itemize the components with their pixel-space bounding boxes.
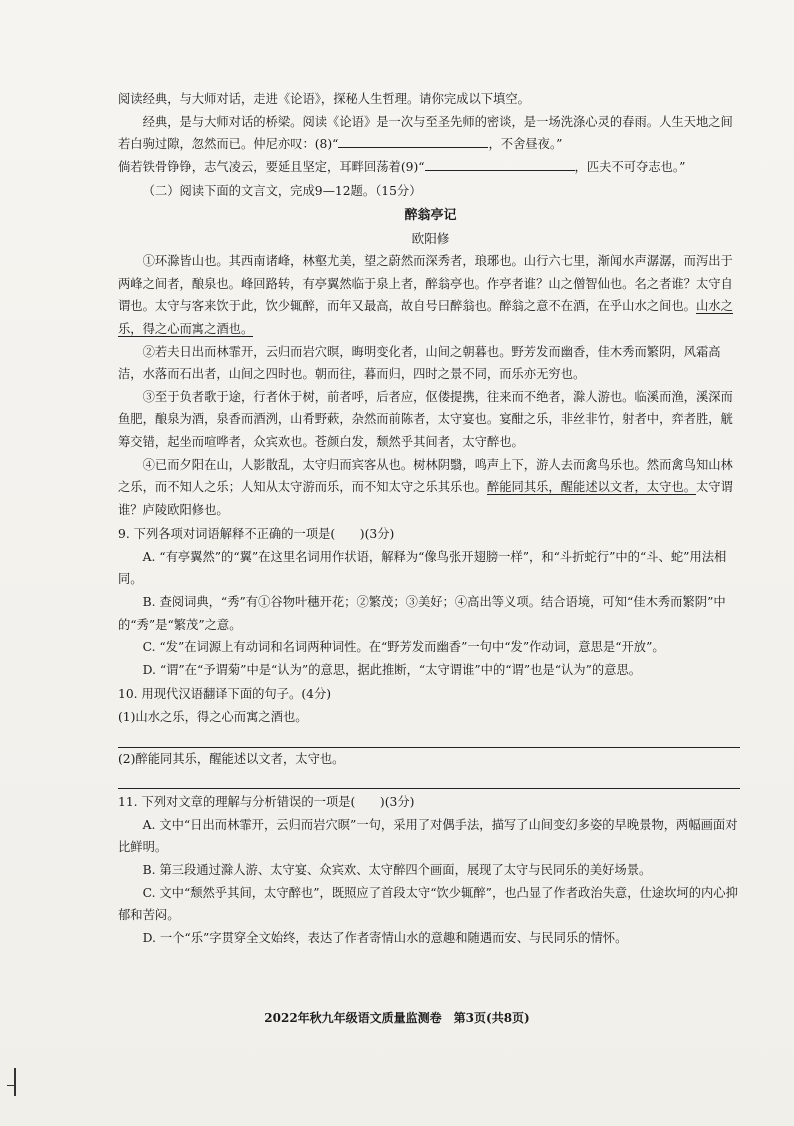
question-9-option-c: C. “发”在词源上有动词和名词两种词性。在“野芳发而幽香”一句中“发”作动词，意思是“开放”。	[142, 640, 665, 655]
scan-mark-tick	[7, 1085, 15, 1086]
section-heading: （二）阅读下面的文言文，完成9—12题。（15分）	[142, 184, 422, 199]
question-10-item-2: (2)醉能同其乐，醒能述以文者，太守也。	[118, 751, 345, 766]
answer-line-1[interactable]	[118, 729, 740, 748]
intro-text-8: 经典，是与大师对话的桥梁。阅读《论语》是一次与至圣先师的密谈，是一场洗涤心灵的春雨。人生天地之间若白驹过隙，忽然而已。仲尼亦叹：(8)“	[118, 114, 733, 152]
page-content	[118, 88, 743, 949]
blank-8[interactable]	[338, 133, 488, 148]
para1-text: ①环滁皆山也。其西南诸峰，林壑尤美，望之蔚然而深秀者，琅琊也。山行六七里，渐闻水声潺潺，而泻出于两峰之间者，酿泉也。峰回路转，有亭翼然临于泉上者，醉翁亭也。作亭者谁？山之僧智仙也。名之者谁？太守自谓也。太守与客来饮于此，饮少辄醉，而年又最高，故自号曰醉翁也。醉翁之意不在酒，在乎山水之间也。	[118, 254, 733, 314]
page-footer: 2022年秋九年级语文质量监测卷 第3页(共8页)	[264, 1011, 530, 1025]
question-9: 9. 下列各项对词语解释不正确的一项是( )(3分)	[118, 527, 395, 542]
question-9-option-b: B. 查阅词典，“秀”有①谷物叶穗开花；②繁茂；③美好；④高出等义项。结合语境，可知“佳木秀而繁阴”中的“秀”是“繁茂”之意。	[118, 595, 726, 632]
question-11: 11. 下列对文章的理解与分析错误的一项是( )(3分)	[118, 795, 415, 810]
para4-underlined-1: 醉能同其乐，	[486, 480, 561, 495]
question-11-option-d: D. 一个“乐”字贯穿全文始终，表达了作者寄情山水的意趣和随遇而安、与民同乐的情怀。	[142, 930, 628, 945]
intro-text-9: 倘若铁骨铮铮，志气凌云，要延且坚定，耳畔回荡着(9)“	[118, 159, 425, 174]
question-10: 10. 用现代汉语翻译下面的句子。(4分)	[118, 687, 332, 702]
para4-underlined-2: 醒能述以文者，太守也。	[560, 480, 696, 495]
essay-title: 醉翁亭记	[404, 207, 457, 223]
question-9-option-a: A. “有亭翼然”的“翼”在这里名词用作状语，解释为“像鸟张开翅膀一样”，和“斗折蛇行”中的“斗、蛇”用法相同。	[118, 549, 727, 587]
question-11-option-a: A. 文中“日出而林霏开，云归而岩穴暝”一句，采用了对偶手法，描写了山间变幻多姿的早晚景物，两幅画面对比鲜明。	[118, 817, 738, 855]
question-11-option-c: C. 文中“颓然乎其间，太守醉也”，既照应了首段太守“饮少辄醉”，也凸显了作者政治失意，仕途坎坷的内心抑郁和苦闷。	[118, 885, 738, 923]
intro-text-8-end: ，不舍昼夜。”	[488, 137, 563, 152]
scan-mark	[14, 1068, 16, 1096]
essay-paragraph-3: ③至于负者歌于途，行者休于树，前者呼，后者应，伛偻提携，往来而不绝者，滁人游也。临溪而渔，溪深而鱼肥，酿泉为酒，泉香而酒洌，山肴野蔌，杂然而前陈者，太守宴也。宴酣之乐，非丝非竹，射者中，弈者胜，觥筹交错，起坐而喧哗者，众宾欢也。苍颜白发，颓然乎其间者，太守醉也。	[118, 389, 733, 449]
para4-text-end: 太守谓谁？庐陵欧阳修也。	[118, 480, 733, 517]
essay-author: 欧阳修	[411, 230, 450, 246]
para4-text: ④已而夕阳在山，人影散乱，太守归而宾客从也。树林阴翳，鸣声上下，游人去而禽鸟乐也。然而禽鸟知山林之乐，而不知人之乐；人知从太守游而乐，而不知太守之乐其乐也。	[118, 457, 733, 495]
intro-paragraph-2	[118, 156, 743, 179]
blank-9[interactable]	[425, 156, 575, 171]
intro-instruction: 阅读经典，与大师对话，走进《论语》，探秘人生哲理。请你完成以下填空。	[118, 92, 530, 106]
intro-paragraph-1	[118, 111, 743, 156]
question-10-item-1: (1)山水之乐，得之心而寓之酒也。	[118, 710, 308, 725]
intro-text-9-end: ，匹夫不可夺志也。”	[574, 159, 686, 174]
answer-line-2[interactable]	[118, 770, 740, 789]
essay-paragraph-4	[118, 454, 743, 522]
question-9-option-d: D. “谓”在“予谓菊”中是“认为”的意思，据此推断，“太守谓谁”中的“谓”也是“认为”的意思。	[142, 662, 642, 677]
essay-paragraph-2: ②若夫日出而林霏开，云归而岩穴暝，晦明变化者，山间之朝暮也。野芳发而幽香，佳木秀而繁阴，风霜高洁，水落而石出者，山间之四时也。朝而往，暮而归，四时之景不同，而乐亦无穷也。	[118, 344, 721, 382]
essay-paragraph-1	[118, 250, 743, 340]
question-11-option-b: B. 第三段通过滁人游、太守宴、众宾欢、太守醉四个画面，展现了太守与民同乐的美好场景。	[142, 863, 652, 877]
para1-underlined: 山水之乐，得之心而寓之酒也。	[118, 299, 733, 336]
